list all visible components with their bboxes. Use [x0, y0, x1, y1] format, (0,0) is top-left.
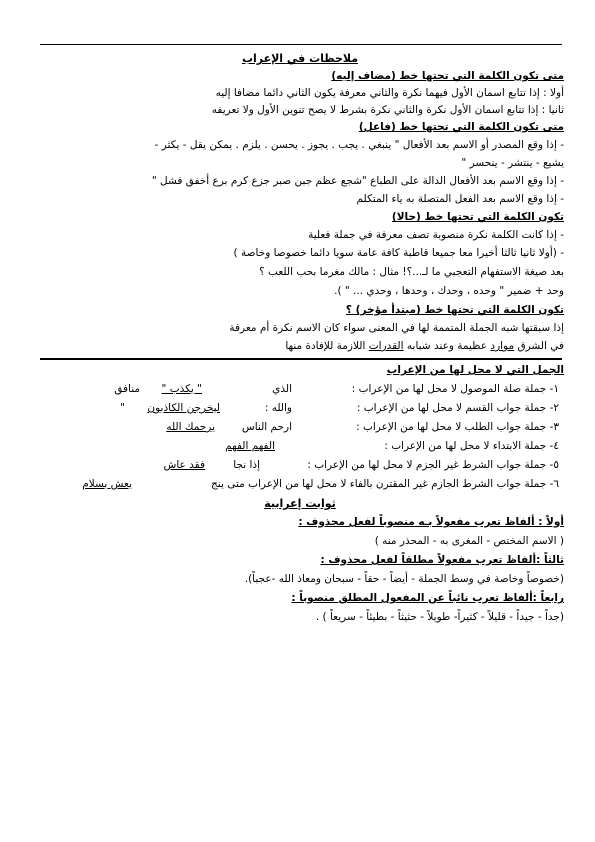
example-word: والله :	[264, 402, 292, 414]
example-underlined: يرحمك الله	[166, 421, 215, 433]
section-heading-thawabit: ثوابت إعرابية	[264, 497, 336, 510]
jumla-row-6: ٦- جملة جواب الشرط الجازم غير المقترن بالفاء لا محل لها من الإعراب متى ينج	[211, 478, 559, 490]
jumla-row-4: ٤- جملة الابتداء لا محل لها من الإعراب :	[384, 440, 559, 452]
subheading-maful-mutlaq: ثالثاً :ألفاظ تعرب مفعولاً مطلقاً لفعل محذوف :	[320, 554, 564, 566]
text-line: (جداً - جيداً - قليلاً - كثيراً- طويلاً - حثيثاً - بطيئاً - سريعاً ) .	[315, 611, 564, 623]
example-underlined: ليخرجن الكاذبون	[147, 402, 220, 414]
section-heading-fael: متى تكون الكلمة التي تحتها خط (فاعل)	[358, 121, 564, 133]
example-word: الذي	[272, 383, 292, 395]
example-underlined: فقد عاش	[163, 459, 205, 471]
text-line: يشيع - ينتشر - ينحسر "	[461, 157, 564, 169]
text-line: ( الاسم المختص - المغرى به - المحذر منه )	[374, 535, 564, 547]
example-word: "	[120, 402, 125, 414]
example-underlined: " يكذب "	[161, 383, 202, 395]
jumla-row-2: ٢- جملة جواب القسم لا محل لها من الإعراب :	[356, 402, 559, 414]
text-line: - (أولا ثانيا ثالثا أخيرا معا جميعا قاطبة كافة عامة سويا دائما خصوصا وخاصة )	[233, 247, 564, 259]
example-underlined: الفهم الفهم	[225, 440, 275, 452]
text-line: أولا : إذا تتابع اسمان الأول فيهما نكرة والثاني معرفة يكون الثاني دائما مضافا إليه	[215, 87, 564, 99]
text-line: - إذا وقع المصدر أو الاسم بعد الأفعال " ينبغي . يجب . يجوز . يحسن . يلزم . يمكن يقل - يكثر -	[154, 139, 564, 151]
subheading-maful-bih: أولاً : ألفاظ تعرب مفعولاً بـه منصوباً لفعل محذوف :	[298, 516, 564, 528]
subheading-naib-maful: رابعاً :ألفاظ تعرب نائباً عن المفعول المطلق منصوباً :	[291, 592, 564, 604]
page-title: ملاحظات في الإعراب	[241, 52, 359, 65]
text-line	[36, 338, 564, 355]
text-fragment: عظيمة وعند شبابه	[406, 340, 488, 352]
text-line: - إذا وقع الاسم بعد الأفعال الدالة على الطباع "شجع عظم جبن صبر جزع كرم برع أخفق فشل "	[151, 175, 564, 187]
text-fragment: في الشرق	[517, 340, 564, 352]
text-line: - إذا وقع الاسم بعد الفعل المتصلة به ياء المتكلم	[356, 193, 564, 205]
text-line: بعد صيغة الاستفهام التعجبي ما لـ...؟! مثال : مالك مغرما بحب اللعب ؟	[259, 266, 564, 278]
underlined-word: موارد	[490, 340, 515, 352]
underlined-word: القدرات	[368, 340, 404, 352]
section-heading-mubtada: تكون الكلمة التي تحتها خط (مبتدأ مؤخر) ؟	[345, 304, 564, 316]
text-line: إذا سبقتها شبه الجملة المتممة لها في المعنى سواء كان الاسم نكرة أم معرفة	[229, 322, 564, 334]
example-word: ارحم الناس	[241, 421, 292, 433]
text-line: - إذا كانت الكلمة نكرة منصوبة تصف معرفة في جملة فعلية	[308, 229, 564, 241]
text-line: وحد + ضمير " وحده ، وحدك ، وحدها ، وحدي ... " ).	[334, 285, 564, 297]
section-heading-jumal: الجمل التي لا محل لها من الإعراب	[386, 364, 564, 376]
jumla-row-3: ٣- جملة جواب الطلب لا محل لها من الإعراب :	[356, 421, 559, 433]
text-line: (خصوصاً وخاصة في وسط الجملة - أيضاً - حقاً - سبحان ومعاذ الله -عجباً).	[244, 573, 564, 585]
section-heading-hal: تكون الكلمة التي تحتها خط (حالا)	[391, 211, 564, 223]
divider-rule	[40, 358, 562, 360]
text-fragment: اللازمة للإفادة منها	[285, 340, 366, 352]
jumla-row-5: ٥- جملة جواب الشرط غير الجزم لا محل لها من الإعراب :	[307, 459, 559, 471]
section-heading-mudaf: متى تكون الكلمة التي تحتها خط (مضاف إليه)	[331, 70, 564, 82]
example-word: إذا نجا	[233, 459, 260, 471]
example-word: منافق	[114, 383, 140, 395]
text-line: ثانيا : إذا تتابع اسمان الأول نكرة والثاني نكرة بشرط لا يصح تنوين الأول ولا تعريفه	[211, 104, 564, 116]
top-rule	[40, 44, 562, 45]
jumla-row-1: ١- جملة صلة الموصول لا محل لها من الإعراب :	[351, 383, 559, 395]
example-underlined: يعش بسلام	[82, 478, 132, 490]
